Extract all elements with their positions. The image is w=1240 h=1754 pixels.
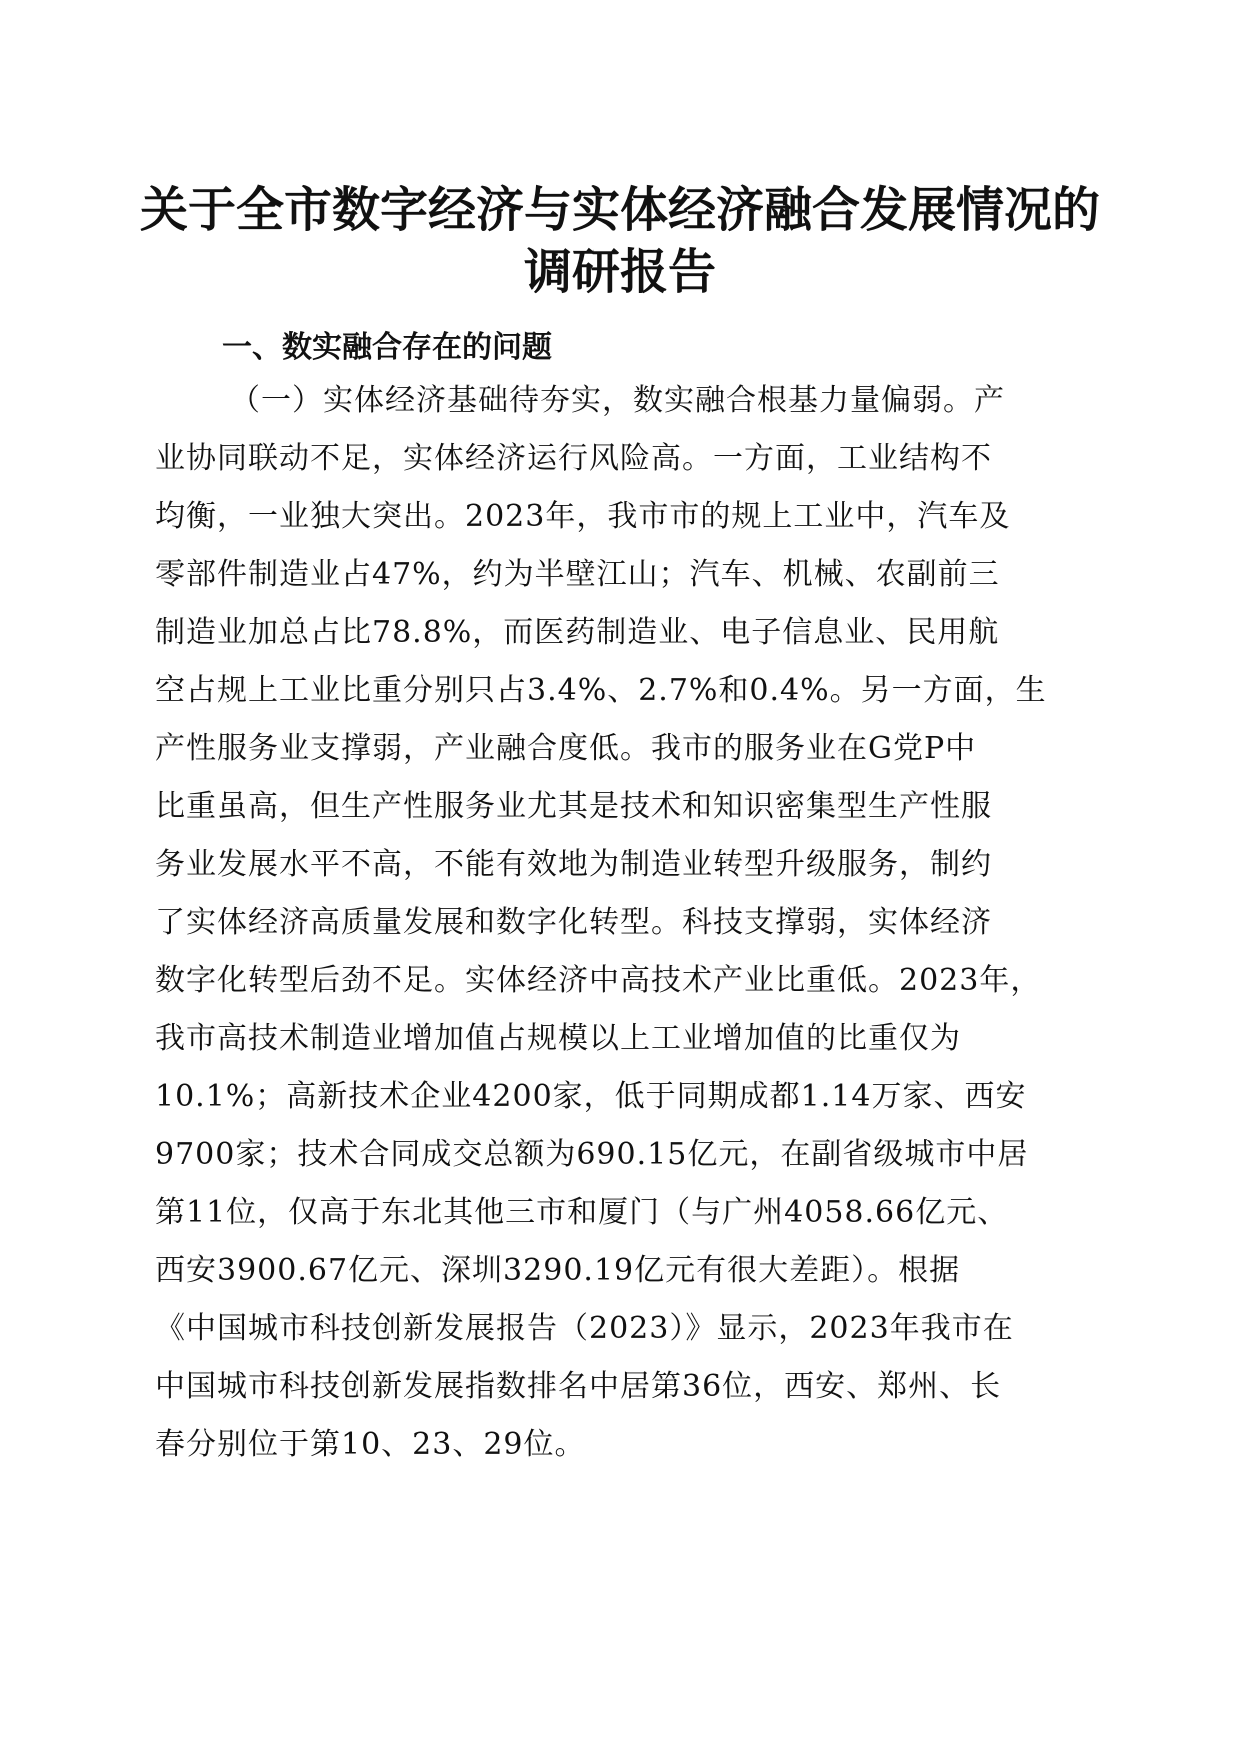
paragraph-line-6: 空占规上工业比重分别只占3.4%、2.7%和0.4%。另一方面，生 — [155, 673, 1047, 708]
paragraph-line-13: 10.1%；高新技术企业4200家，低于同期成都1.14万家、西安 — [155, 1079, 1027, 1114]
paragraph-line-16: 西安3900.67亿元、深圳3290.19亿元有很大差距）。根据 — [155, 1253, 961, 1288]
paragraph-line-12: 我市高技术制造业增加值占规模以上工业增加值的比重仅为 — [155, 1021, 961, 1056]
paragraph-line-8: 比重虽高，但生产性服务业尤其是技术和知识密集型生产性服 — [155, 789, 992, 824]
paragraph-line-11: 数字化转型后劲不足。实体经济中高技术产业比重低。2023年， — [155, 963, 1042, 998]
paragraph-line-15: 第11位，仅高于东北其他三市和厦门（与广州4058.66亿元、 — [155, 1195, 1009, 1230]
title-line-1: 关于全市数字经济与实体经济融合发展情况的 — [140, 182, 1101, 238]
paragraph-line-10: 了实体经济高质量发展和数字化转型。科技支撑弱，实体经济 — [155, 905, 992, 940]
paragraph-line-7: 产性服务业支撑弱，产业融合度低。我市的服务业在G党P中 — [155, 731, 977, 766]
paragraph-line-4: 零部件制造业占47%，约为半壁江山；汽车、机械、农副前三 — [155, 557, 1000, 592]
paragraph-line-5: 制造业加总占比78.8%，而医药制造业、电子信息业、民用航 — [155, 615, 1000, 650]
paragraph-line-1: （一）实体经济基础待夯实，数实融合根基力量偏弱。产 — [230, 383, 1005, 418]
paragraph-line-2: 业协同联动不足，实体经济运行风险高。一方面，工业结构不 — [155, 441, 992, 476]
title-line-2: 调研报告 — [523, 244, 716, 300]
paragraph-line-18: 中国城市科技创新发展指数排名中居第36位，西安、郑州、长 — [155, 1369, 1002, 1404]
section-heading: 一、数实融合存在的问题 — [222, 330, 552, 365]
paragraph-line-19: 春分别位于第10、23、29位。 — [155, 1427, 586, 1462]
paragraph-line-17: 《中国城市科技创新发展报告（2023）》显示，2023年我市在 — [155, 1311, 1014, 1346]
paragraph-line-14: 9700家；技术合同成交总额为690.15亿元，在副省级城市中居 — [155, 1137, 1029, 1172]
paragraph-line-9: 务业发展水平不高，不能有效地为制造业转型升级服务，制约 — [155, 847, 992, 882]
paragraph-line-3: 均衡，一业独大突出。2023年，我市市的规上工业中，汽车及 — [155, 499, 1011, 534]
